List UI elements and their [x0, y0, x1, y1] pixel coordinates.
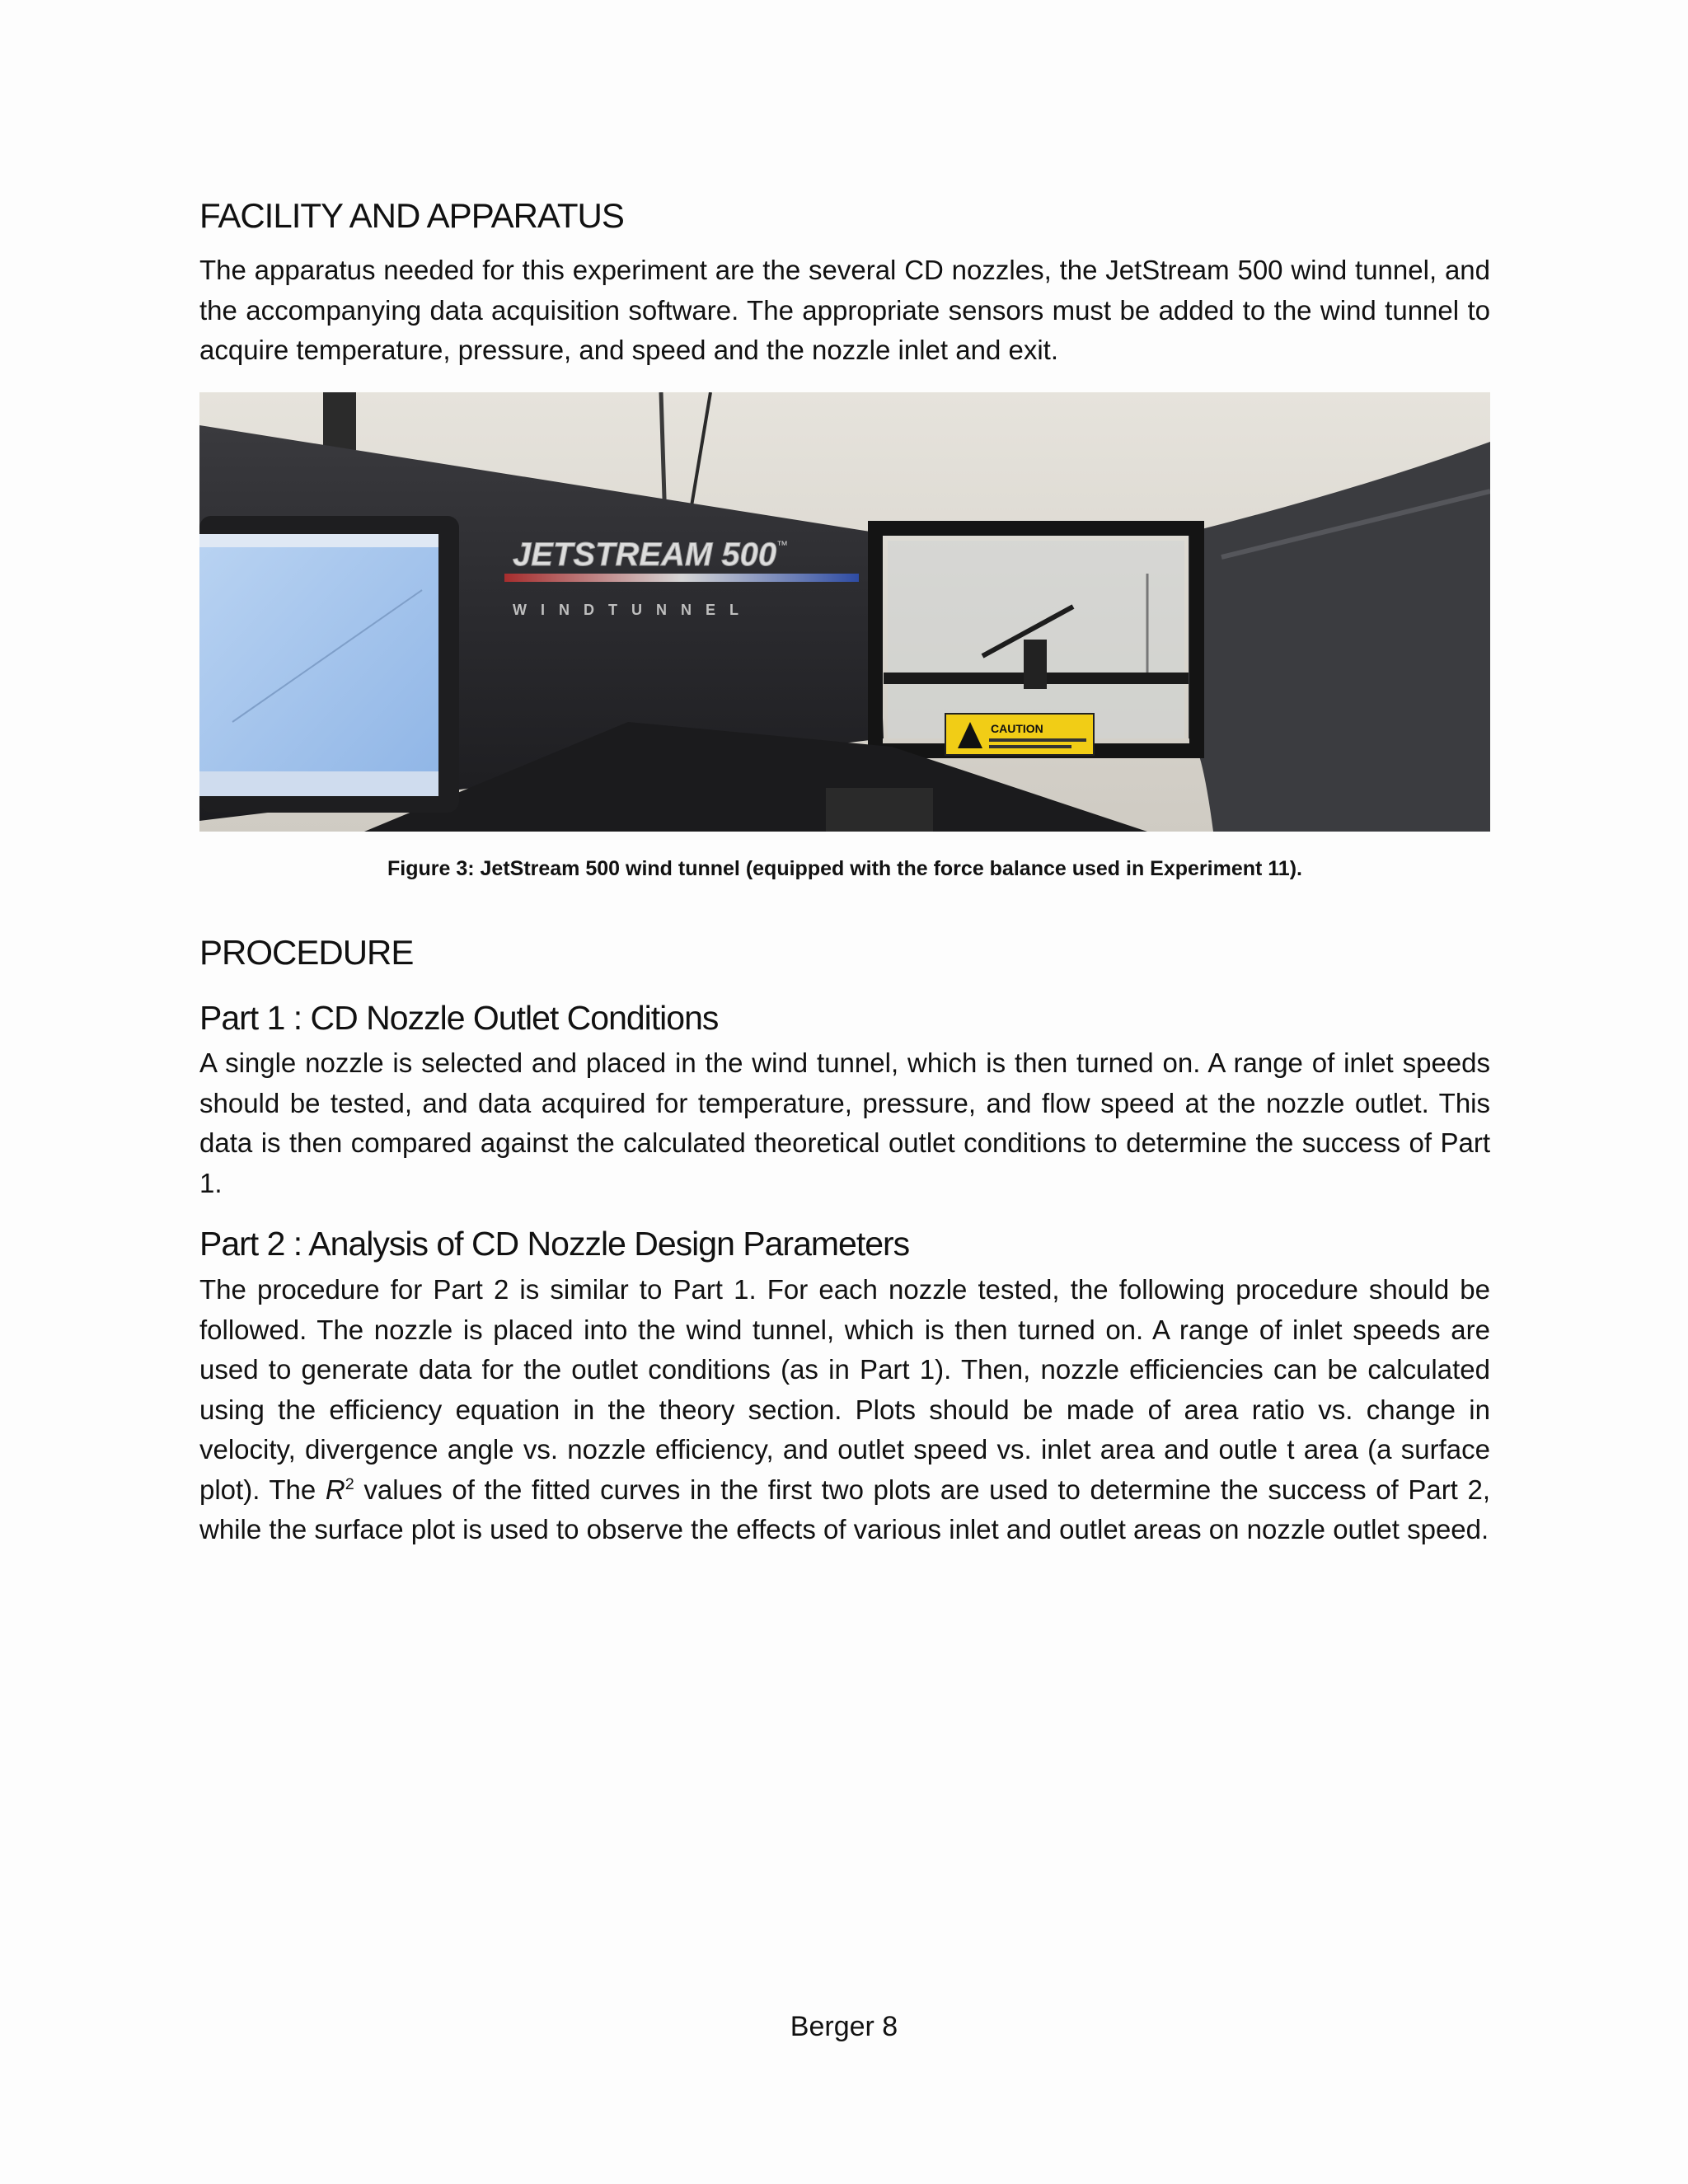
- caution-label-text: CAUTION: [991, 722, 1043, 735]
- r-squared-symbol: R: [325, 1474, 345, 1505]
- figure-caption: Figure 3: JetStream 500 wind tunnel (equipped with the force balance used in Experiment 11).: [387, 857, 1302, 880]
- part1-paragraph: A single nozzle is selected and placed in the wind tunnel, which is then turned on. A range of inlet speeds should be tested, and data acquired for temperature, pressure, and flow speed at the nozzle outlet. This data is then compared against the calculated theoretical outlet conditions to determine the success of Part 1.: [199, 1047, 1490, 1198]
- section-heading-procedure: PROCEDURE: [199, 933, 414, 972]
- wind-tunnel-photo: [199, 392, 1490, 832]
- part2-heading: Part 2 : Analysis of CD Nozzle Design Parameters: [199, 1225, 910, 1263]
- facility-paragraph: The apparatus needed for this experiment are the several CD nozzles, the JetStream 500 wind tunnel, and the accompanying data acquisition software. The appropriate sensors must be added to the wind tunnel to acquire temperature, pressure, and speed and the nozzle inlet and exit.: [199, 255, 1490, 365]
- page-footer: Berger 8: [790, 2011, 898, 2042]
- part2-paragraph-text-before: The procedure for Part 2 is similar to Part 1. For each nozzle tested, the following procedure should be followed. The nozzle is placed into the wind tunnel, which is then turned on. A range of inlet speeds are used to generate data for the outlet conditions (as in Part 1). Then, nozzle efficiencies can be calculated using the efficiency equation in the theory section. Plots should be made of area ratio vs. change in velocity, divergence angle vs. nozzle efficiency, and outlet speed vs. inlet area and outle t area (a surface plot). The: [199, 1274, 1490, 1505]
- jetstream-logo-trademark: ™: [776, 538, 788, 551]
- jetstream-logo-text: JETSTREAM 500: [513, 537, 777, 573]
- section-heading-facility: FACILITY AND APPARATUS: [199, 196, 624, 235]
- part2-paragraph-text-after: values of the fitted curves in the first two plots are used to determine the success of Part 2, while the surface plot is used to observe the effects of various inlet and outlet areas on nozzle outlet speed.: [199, 1474, 1490, 1544]
- jetstream-logo-subtext: W I N D T U N N E L: [513, 602, 743, 618]
- part2-paragraph: [199, 1270, 1490, 1550]
- part1-heading: Part 1 : CD Nozzle Outlet Conditions: [199, 999, 719, 1037]
- r-squared-superscript: 2: [345, 1474, 354, 1493]
